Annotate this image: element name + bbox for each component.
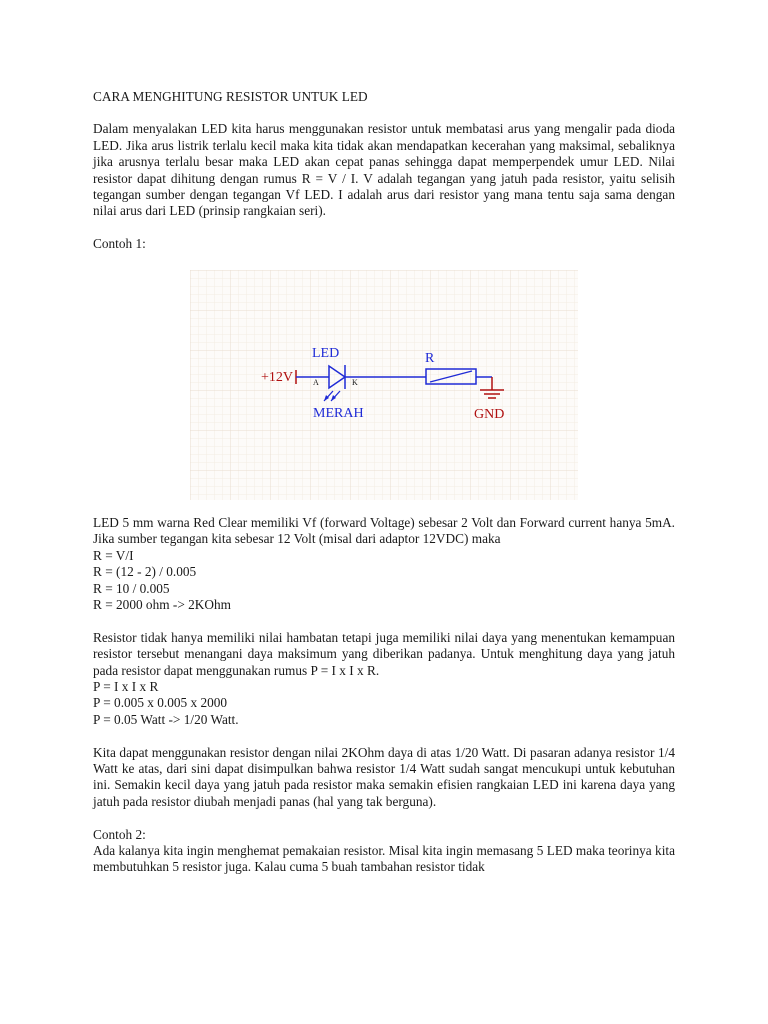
conclusion-paragraph: Kita dapat menggunakan resistor dengan nilai 2KOhm daya di atas 1/20 Watt. Di pasaran adanya resistor 1/4 Watt ke atas, dari sini dapat disimpulkan bahwa resistor 1/4 Watt sudah sangat mencukupi untuk kebutuhan ini. Semakin kecil daya yang jatuh pada resistor maka semakin efisien rangkaian LED ini karena daya yang jatuh pada resistor diubah menjadi panas (hal yang tak berguna). bbox=[93, 744, 675, 809]
example-2-label: Contoh 2: bbox=[93, 826, 146, 842]
ground-label: GND bbox=[474, 407, 505, 422]
example-1-label: Contoh 1: bbox=[93, 236, 146, 252]
led-label: LED bbox=[312, 346, 340, 361]
schematic-grid bbox=[190, 270, 578, 500]
calc-line: P = I x I x R bbox=[93, 679, 159, 695]
document-body-continued bbox=[93, 515, 675, 876]
cathode-label: K bbox=[352, 378, 358, 387]
calc-line: R = 10 / 0.005 bbox=[93, 580, 170, 596]
schematic-svg bbox=[190, 270, 578, 500]
anode-label: A bbox=[313, 378, 319, 387]
calc-line: P = 0.005 x 0.005 x 2000 bbox=[93, 695, 228, 711]
document-page bbox=[93, 89, 675, 253]
calc-line: P = 0.05 Watt -> 1/20 Watt. bbox=[93, 711, 239, 727]
example-1-paragraph: LED 5 mm warna Red Clear memiliki Vf (forward Voltage) sebesar 2 Volt dan Forward current hanya 5mA. Jika sumber tegangan kita sebesar 12 Volt (misal dari adaptor 12VDC) maka bbox=[93, 515, 675, 547]
power-calculation bbox=[93, 679, 675, 728]
calc-line: R = V/I bbox=[93, 547, 134, 563]
document-title: CARA MENGHITUNG RESISTOR UNTUK LED bbox=[93, 89, 368, 104]
resistor-calculation bbox=[93, 548, 675, 614]
resistor-label: R bbox=[425, 351, 435, 366]
example-2-paragraph: Ada kalanya kita ingin menghemat pemakaian resistor. Misal kita ingin memasang 5 LED maka teorinya kita membutuhkan 5 resistor juga. Kalau cuma 5 buah tambahan resistor tidak bbox=[93, 843, 675, 875]
led-circuit-schematic bbox=[190, 270, 578, 500]
power-paragraph: Resistor tidak hanya memiliki nilai hambatan tetapi juga memiliki nilai daya yang menentukan kemampuan resistor tersebut menangani daya maksimum yang diberikan padanya. Untuk menghitung daya yang jatuh pada resistor dapat menggunakan rumus P = I x I x R. bbox=[93, 629, 675, 678]
calc-line: R = 2000 ohm -> 2KOhm bbox=[93, 597, 231, 613]
led-color-label: MERAH bbox=[313, 406, 364, 421]
intro-paragraph: Dalam menyalakan LED kita harus menggunakan resistor untuk membatasi arus yang mengalir pada dioda LED. Jika arus listrik terlalu kecil maka kita tidak akan mendapatkan kecerahan yang maksimal, sebaliknya jika arusnya terlalu besar maka LED akan cepat panas sehingga dapat memperpendek umur LED. Nilai resistor dapat dihitung dengan rumus R = V / I. V adalah tegangan yang jatuh pada resistor, yaitu selisih tegangan sumber dengan tegangan Vf LED. I adalah arus dari resistor yang mana tentu saja sama dengan nilai arus dari LED (prinsip rangkaian seri). bbox=[93, 121, 675, 219]
supply-label: +12V bbox=[261, 370, 294, 385]
calc-line: R = (12 - 2) / 0.005 bbox=[93, 564, 197, 580]
